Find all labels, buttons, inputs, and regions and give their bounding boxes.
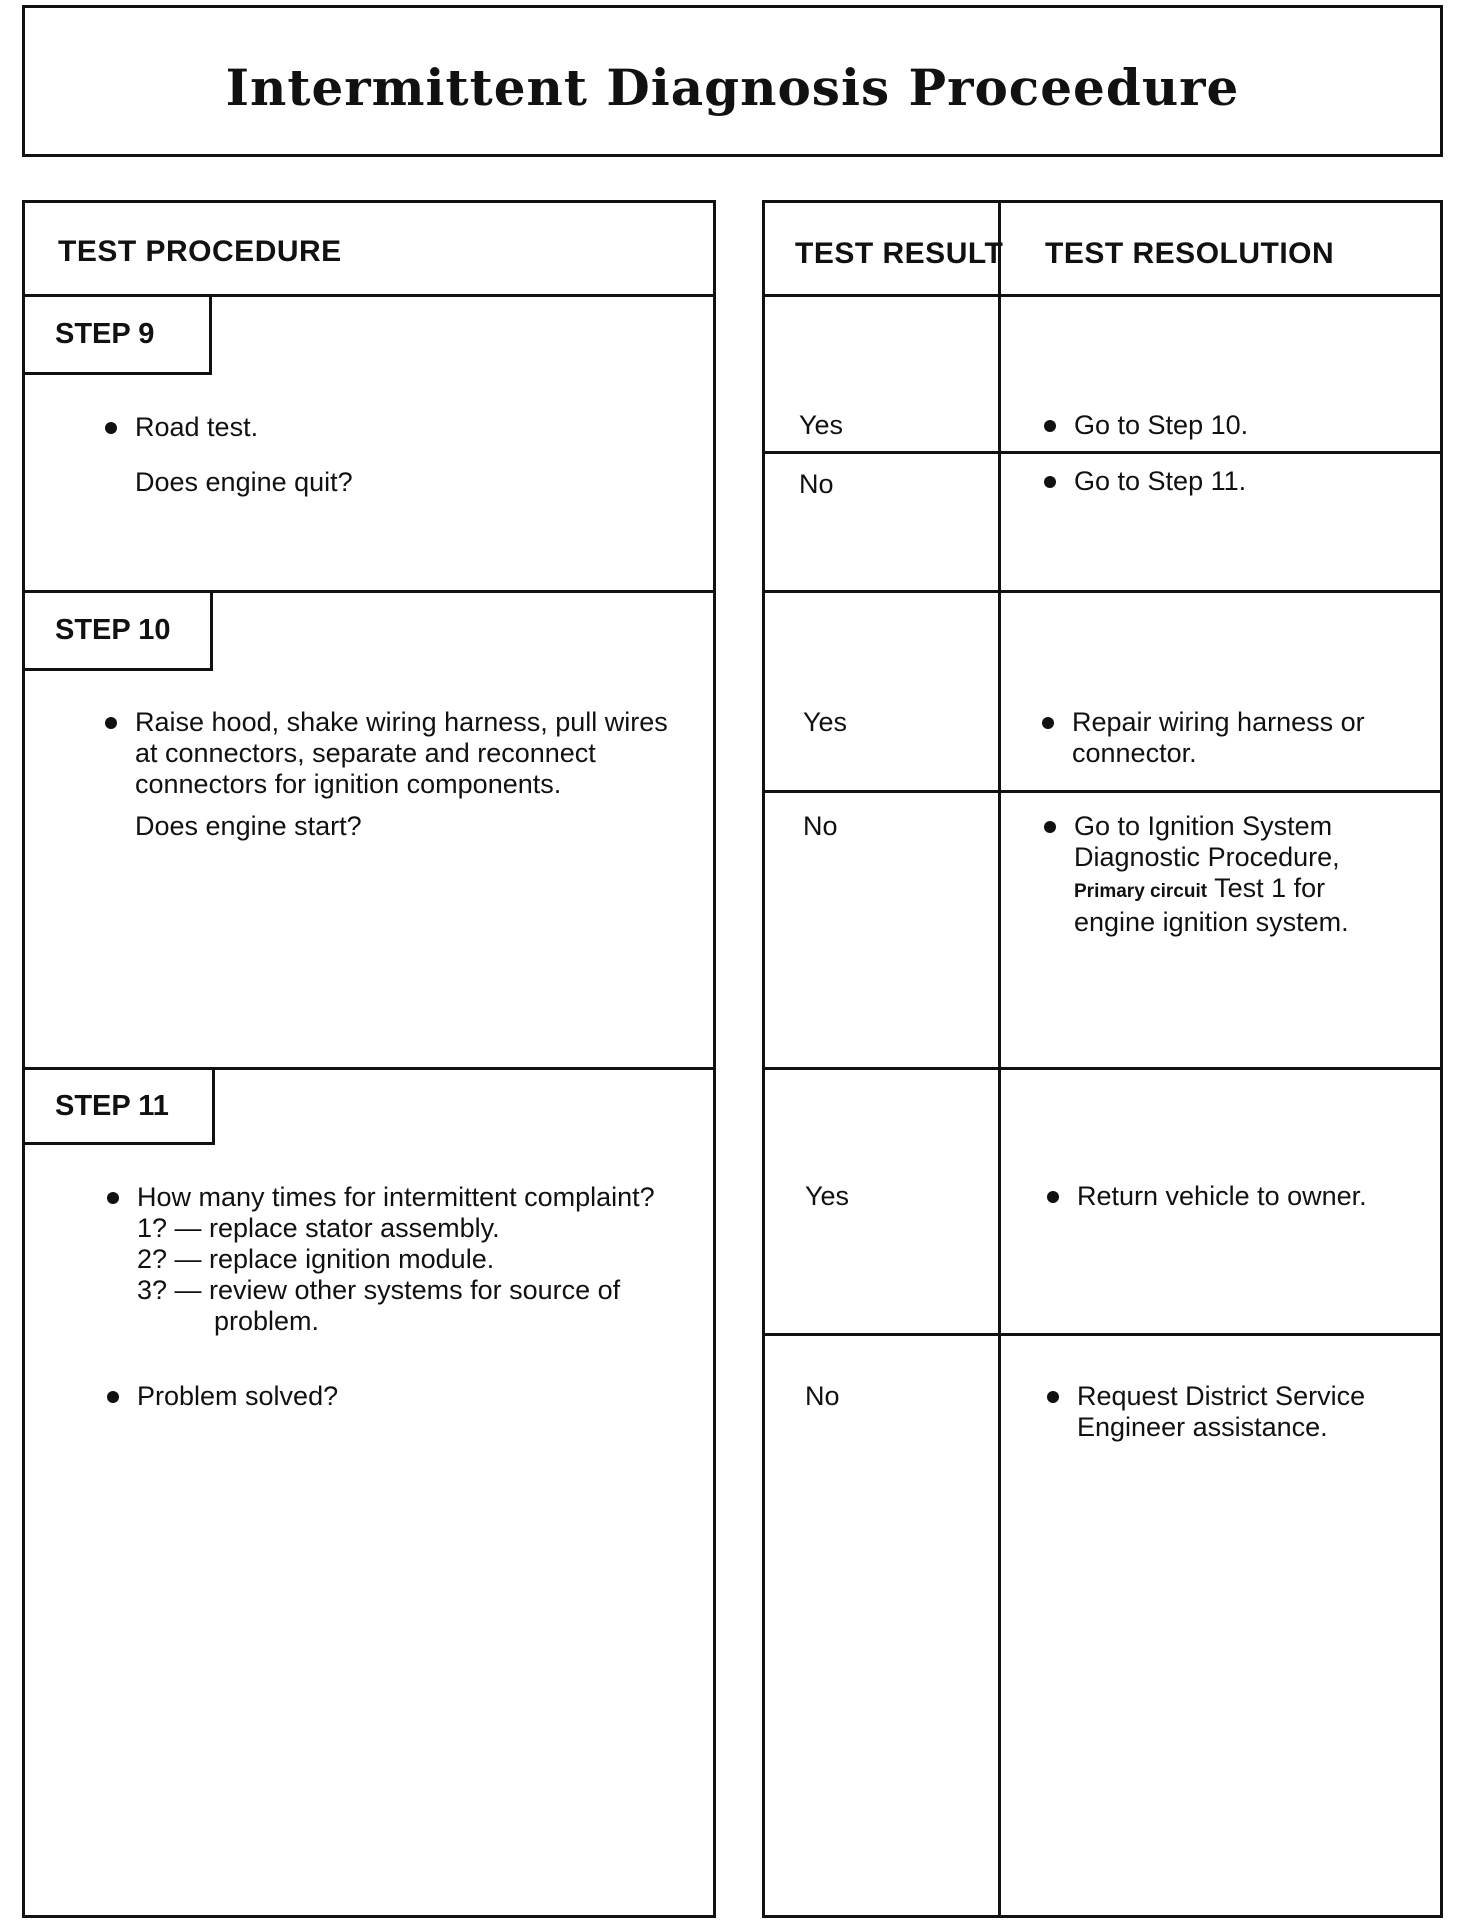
- step-11-procedure: How many times for intermittent complaint?: [137, 1182, 655, 1212]
- test-procedure-panel: [22, 200, 716, 1918]
- step-10-procedure-line: at connectors, separate and reconnect: [135, 738, 596, 768]
- step-11-resolution-no: [1077, 1381, 1365, 1443]
- step-10-result-yes: Yes: [803, 707, 848, 737]
- header-divider: [765, 294, 1440, 297]
- step-11-label: STEP 11: [25, 1070, 215, 1145]
- step-10-resolution-yes: [1072, 707, 1365, 769]
- step-9-resolution-no: Go to Step 11.: [1074, 466, 1247, 496]
- column-divider: [998, 203, 1001, 1915]
- option-3: 3? — review other systems for source of: [137, 1275, 621, 1305]
- step-9-question: Does engine quit?: [135, 467, 353, 497]
- result-divider: [765, 790, 1440, 793]
- resolution-line: Go to Ignition System: [1074, 811, 1333, 841]
- resolution-line: Request District Service: [1077, 1381, 1366, 1411]
- step-10-label: STEP 10: [25, 593, 213, 671]
- title-box: [22, 5, 1443, 157]
- resolution-line: engine ignition system.: [1074, 907, 1349, 937]
- step-10-procedure-line: connectors for ignition components.: [135, 769, 562, 799]
- step-11-options: [137, 1213, 697, 1337]
- result-divider: [765, 1333, 1440, 1336]
- step-divider: [765, 1067, 1440, 1070]
- step-10-result-no: No: [803, 811, 838, 841]
- step-9-procedure: Road test.: [135, 412, 259, 442]
- step-10-procedure-line: Raise hood, shake wiring harness, pull wires: [135, 707, 668, 737]
- resolution-line: [1074, 873, 1424, 907]
- option-3-continued: problem.: [214, 1306, 320, 1336]
- step-11-resolution-yes: Return vehicle to owner.: [1077, 1181, 1367, 1211]
- test-1-label: Test 1 for: [1214, 873, 1326, 903]
- page-title: Intermittent Diagnosis Proceedure: [225, 58, 1240, 117]
- option-1: 1? — replace stator assembly.: [137, 1213, 500, 1243]
- step-divider: [765, 590, 1440, 593]
- option-2: 2? — replace ignition module.: [137, 1244, 495, 1274]
- resolution-line: Engineer assistance.: [1077, 1412, 1328, 1442]
- step-10-resolution-no: [1074, 811, 1424, 938]
- step-9-label: STEP 9: [25, 297, 212, 375]
- step-9-resolution-yes: Go to Step 10.: [1074, 410, 1249, 440]
- step-11-result-no: No: [805, 1381, 840, 1411]
- step-9-result-no: No: [799, 469, 834, 499]
- resolution-line: connector.: [1072, 738, 1197, 768]
- step-11-question: Problem solved?: [137, 1381, 339, 1411]
- step-10-question: Does engine start?: [135, 811, 362, 841]
- step-9-result-yes: Yes: [799, 410, 844, 440]
- step-11-result-yes: Yes: [805, 1181, 850, 1211]
- header-test-resolution: TEST RESOLUTION: [1045, 237, 1335, 270]
- resolution-line: Diagnostic Procedure,: [1074, 842, 1340, 872]
- result-divider: [765, 451, 1440, 454]
- step-10-procedure: [135, 707, 695, 800]
- primary-circuit-label: Primary circuit: [1074, 881, 1208, 902]
- resolution-line: Repair wiring harness or: [1072, 707, 1365, 737]
- header-test-result: TEST RESULT: [795, 237, 1004, 270]
- header-test-procedure: TEST PROCEDURE: [58, 235, 342, 268]
- test-result-panel: [762, 200, 1443, 1918]
